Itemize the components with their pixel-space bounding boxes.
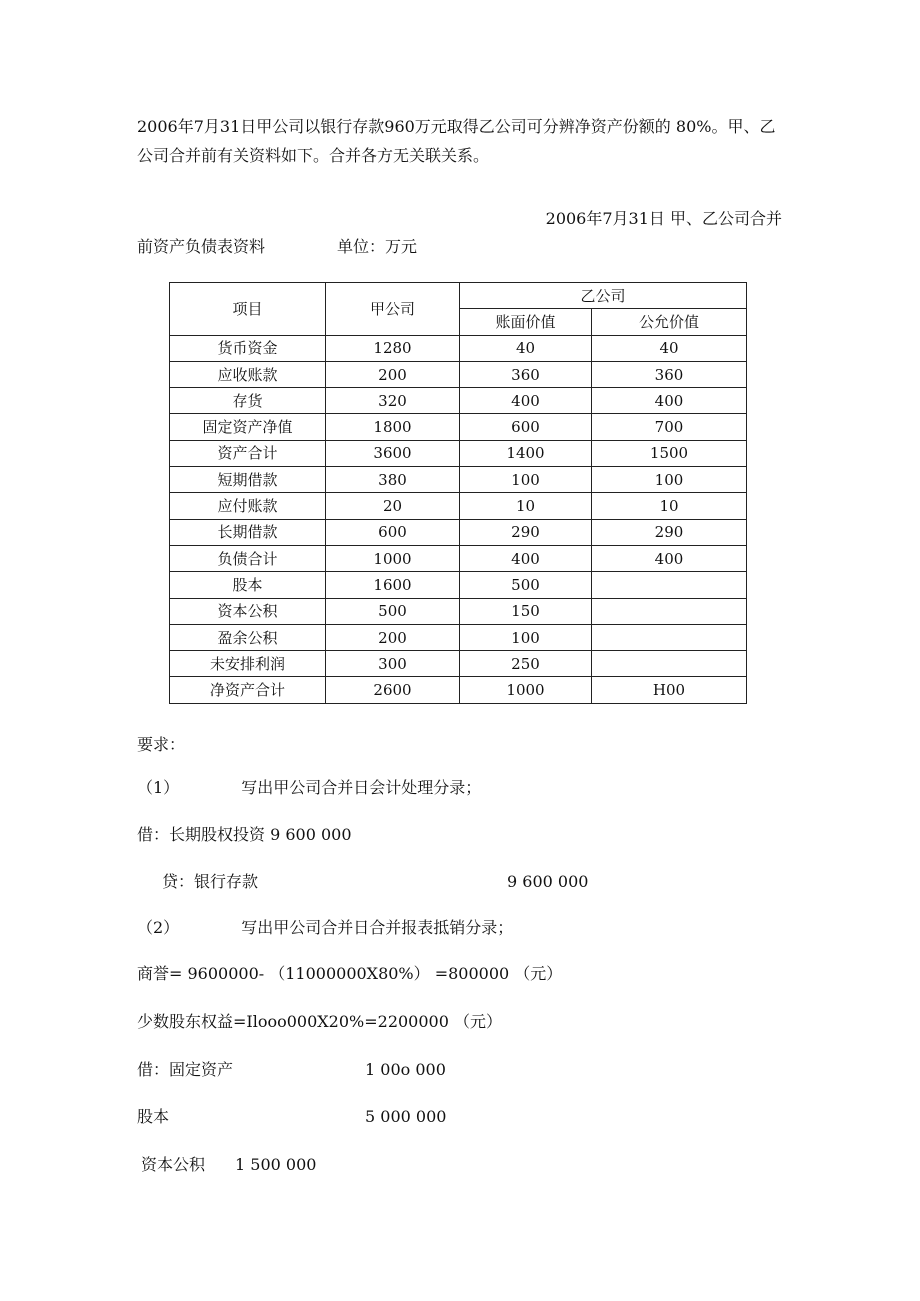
table-row	[170, 440, 747, 466]
header-company-b: 乙公司	[460, 283, 747, 309]
row-company-a: 500	[326, 598, 460, 624]
row-book-value: 360	[460, 361, 592, 387]
row-fair-value: 10	[592, 493, 747, 519]
debit-stock	[137, 1103, 447, 1131]
row-company-a: 300	[326, 651, 460, 677]
row-fair-value	[592, 572, 747, 598]
question-2-number: （2）	[137, 918, 180, 937]
minority-interest-calculation: 少数股东权益=Ilooo000X20%=2200000 （元）	[137, 1012, 502, 1031]
capital-reserve-label: 资本公积	[141, 1155, 206, 1174]
row-fair-value: 400	[592, 388, 747, 414]
row-company-a: 1280	[326, 335, 460, 361]
debit-fixed-assets	[137, 1056, 446, 1084]
row-company-a: 3600	[326, 440, 460, 466]
row-company-a: 200	[326, 361, 460, 387]
row-book-value: 100	[460, 624, 592, 650]
row-item: 资本公积	[170, 598, 326, 624]
row-company-a: 320	[326, 388, 460, 414]
row-book-value: 400	[460, 388, 592, 414]
row-item: 资产合计	[170, 440, 326, 466]
question-1-number: （1）	[137, 778, 180, 797]
row-book-value: 290	[460, 519, 592, 545]
table-row	[170, 467, 747, 493]
debit-fixed-label: 借：固定资产	[137, 1060, 234, 1079]
header-company-a: 甲公司	[326, 283, 460, 336]
entry-1-credit	[162, 868, 589, 896]
table-row	[170, 519, 747, 545]
debit-fixed-amount: 1 00o 000	[365, 1060, 446, 1079]
row-item: 负债合计	[170, 545, 326, 571]
row-item: 应付账款	[170, 493, 326, 519]
row-fair-value: 700	[592, 414, 747, 440]
table-caption	[137, 233, 417, 261]
row-item: 存货	[170, 388, 326, 414]
row-company-a: 600	[326, 519, 460, 545]
row-book-value: 400	[460, 545, 592, 571]
row-item: 短期借款	[170, 467, 326, 493]
requirements-heading: 要求：	[137, 735, 186, 754]
row-item: 股本	[170, 572, 326, 598]
row-book-value: 100	[460, 467, 592, 493]
table-row	[170, 335, 747, 361]
question-1	[137, 774, 481, 802]
entry-1-credit-label: 贷：银行存款	[162, 872, 259, 891]
header-item: 项目	[170, 283, 326, 336]
stock-amount: 5 000 000	[365, 1107, 447, 1126]
capital-reserve-amount: 1 500 000	[235, 1155, 317, 1174]
row-fair-value: 100	[592, 467, 747, 493]
table-title: 前资产负债表资料	[137, 237, 266, 256]
row-fair-value	[592, 651, 747, 677]
row-company-a: 1000	[326, 545, 460, 571]
row-book-value: 500	[460, 572, 592, 598]
table-row	[170, 493, 747, 519]
row-fair-value: 40	[592, 335, 747, 361]
table-row	[170, 361, 747, 387]
row-company-a: 380	[326, 467, 460, 493]
row-item: 未安排利润	[170, 651, 326, 677]
entry-1-credit-amount: 9 600 000	[507, 872, 589, 891]
row-fair-value: 1500	[592, 440, 747, 466]
debit-capital-reserve	[141, 1151, 316, 1179]
goodwill-calculation: 商誉= 9600000- （11000000X80%） =800000 （元）	[137, 964, 563, 983]
row-company-a: 2600	[326, 677, 460, 703]
table-row	[170, 651, 747, 677]
row-book-value: 10	[460, 493, 592, 519]
row-item: 货币资金	[170, 335, 326, 361]
row-fair-value: 360	[592, 361, 747, 387]
table-row	[170, 414, 747, 440]
row-item: 净资产合计	[170, 677, 326, 703]
intro-paragraph: 2006年7月31日甲公司以银行存款960万元取得乙公司可分辨净资产份额的 80%。甲、乙公司合并前有关资料如下。合并各方无关联关系。	[137, 117, 776, 165]
table-unit: 单位：万元	[337, 237, 418, 256]
row-fair-value	[592, 598, 747, 624]
row-fair-value: 290	[592, 519, 747, 545]
row-book-value: 1400	[460, 440, 592, 466]
question-1-text: 写出甲公司合并日会计处理分录；	[241, 778, 482, 797]
question-2-text: 写出甲公司合并日合并报表抵销分录；	[241, 918, 514, 937]
row-item: 固定资产净值	[170, 414, 326, 440]
table-row	[170, 572, 747, 598]
table-row	[170, 388, 747, 414]
table-header-row	[170, 283, 747, 309]
row-company-a: 200	[326, 624, 460, 650]
row-book-value: 250	[460, 651, 592, 677]
balance-sheet-table	[169, 282, 747, 704]
entry-1-debit: 借：长期股权投资 9 600 000	[137, 825, 352, 844]
row-company-a: 1600	[326, 572, 460, 598]
table-date-line: 2006年7月31日 甲、乙公司合并	[545, 209, 782, 228]
question-2	[137, 914, 513, 942]
row-company-a: 1800	[326, 414, 460, 440]
table-row	[170, 624, 747, 650]
row-fair-value: 400	[592, 545, 747, 571]
row-book-value: 1000	[460, 677, 592, 703]
table-row	[170, 545, 747, 571]
row-fair-value: H00	[592, 677, 747, 703]
row-fair-value	[592, 624, 747, 650]
row-book-value: 40	[460, 335, 592, 361]
header-book-value: 账面价值	[460, 309, 592, 335]
row-item: 长期借款	[170, 519, 326, 545]
row-book-value: 150	[460, 598, 592, 624]
row-book-value: 600	[460, 414, 592, 440]
header-fair-value: 公允价值	[592, 309, 747, 335]
row-company-a: 20	[326, 493, 460, 519]
table-row	[170, 677, 747, 703]
row-item: 盈余公积	[170, 624, 326, 650]
table-row	[170, 598, 747, 624]
stock-label: 股本	[137, 1107, 170, 1126]
row-item: 应收账款	[170, 361, 326, 387]
